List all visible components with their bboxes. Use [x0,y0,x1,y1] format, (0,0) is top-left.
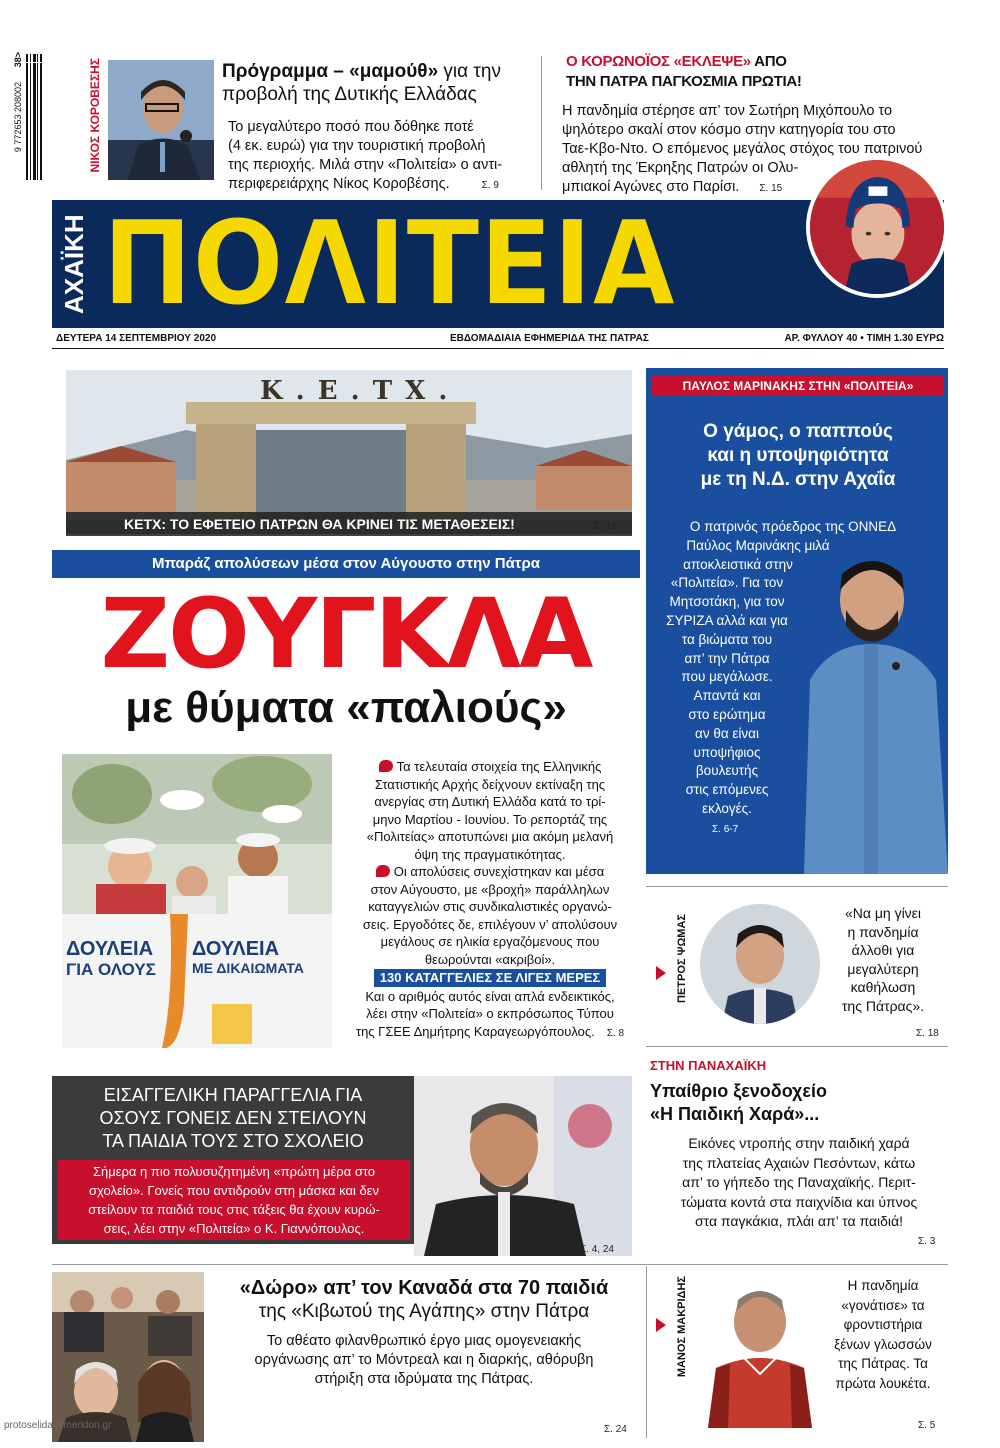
panachaiki-headline-line: Υπαίθριο ξενοδοχείο [650,1081,827,1101]
panachaiki-headline [650,1080,946,1126]
marinakis-body-line: στις επόμενες [685,782,769,798]
marinakis-body-line: Ο πατρινός πρόεδρος της ΟΝΝΕΔ [689,519,897,534]
marinakis-body-line: απ’ την Πάτρα [684,650,770,666]
protest-banner-right: ΔΟΥΛΕΙΑ [192,938,280,960]
school-headline-line: ΤΑ ΠΑΙΔΙΑ ΤΟΥΣ ΣΤΟ ΣΧΟΛΕΙΟ [102,1131,364,1151]
lead-para-line-text: της ΓΣΕΕ Δημήτρης Καραγεωργόπουλος. [355,1023,595,1039]
lead-para-line: Και ο αριθμός αυτός είναι απλά ενδεικτικός, [365,988,615,1004]
marinakis-body-line: ΣΥΡΙΖΑ αλλά και για [666,612,788,628]
michopoulos-body-line: Η πανδημία στέρησε απ’ τον Σωτήρη Μιχόπουλο το [562,103,893,119]
lead-para-line: σεις. Εργοδότες δε, επιλέγουν ν’ απολύσουν [362,916,618,932]
masthead-date: ΔΕΥΤΕΡΑ 14 ΣΕΠΤΕΜΒΡΙΟΥ 2020 [56,333,216,344]
korovesis-page-ref: Σ. 9 [481,180,499,191]
protest-banner-left-2: ΓΙΑ ΟΛΟΥΣ [66,960,156,979]
lead-para-line [342,1023,638,1043]
marinakis-body-line: στο ερώτημα [688,706,766,722]
masthead-side-label: ΑΧΑΪΚΗ [59,214,89,314]
protest-banner-right-2: ΜΕ ΔΙΚΑΙΩΜΑΤΑ [192,960,304,976]
makridis-side-name: ΜΑΝΟΣ ΜΑΚΡΙΔΗΣ [676,1276,688,1378]
marinakis-body-line: «Πολιτεία». Για τον [670,575,784,591]
marinakis-body-line: υποψήφιος [693,744,761,760]
bullet-icon [379,760,393,772]
lead-para-line [342,863,638,881]
psomas-page-ref: Σ. 18 [916,1028,939,1039]
lead-para-line: μεγάλους σε ηλικία εργαζόμενους που [380,934,600,949]
marinakis-body-line: αν θα είναι [695,725,759,741]
psomas-quote-line: καθήλωση [850,979,916,995]
masthead-tagline: ΕΒΔΟΜΑΔΙΑΙΑ ΕΦΗΜΕΡΙΔΑ ΤΗΣ ΠΑΤΡΑΣ [450,333,649,344]
lead-para-line: καταγγελιών στις συνδικαλιστικές οργανώ- [368,899,612,914]
marinakis-kicker: ΠΑΥΛΟΣ ΜΑΡΙΝΑΚΗΣ ΣΤΗΝ «ΠΟΛΙΤΕΙΑ» [652,376,944,396]
korovesis-body-line: της περιοχής. Μιλά στην «Πολιτεία» ο αντι- [228,157,503,173]
marinakis-photo [790,540,948,874]
lead-para-line-text: Οι απολύσεις συνεχίστηκαν και μέσα [393,864,605,879]
marinakis-body-line: Μητσοτάκη, για τον [669,594,785,610]
michopoulos-body-line: Ταε-Κβο-Ντο. Ο επόμενος μεγάλος στόχος του πατρινού [562,141,923,157]
bullet-icon [376,865,390,877]
canada-headline-2: της «Κιβωτού της Αγάπης» στην Πάτρα [258,1301,590,1322]
lead-headline: ΖΟΥΓΚΛΑ [100,578,592,690]
lead-para2 [342,863,638,968]
lead-para-line: στον Αύγουστο, με «βροχή» παράλληλων [370,881,610,897]
marinakis-headline-line: με τη Ν.Δ. στην Αχαΐα [700,469,896,490]
lead-para-line: όψη της πραγματικότητας. [414,846,566,862]
makridis-body-line: ξένων γλωσσών [834,1336,932,1352]
marinakis-body-line: τα βιώματα του [681,631,773,647]
canada-body-line: Το αθέατο φιλανθρωπικό έργο μιας ομογενειακής [266,1333,582,1349]
michopoulos-headline [566,52,986,92]
giannopoulos-photo [414,1076,632,1256]
masthead-rule [52,348,944,349]
school-body-line: στείλουν τα παιδιά τους στις τάξεις θα έχουν κυρώ- [88,1202,380,1217]
school-body-line: σχολείο». Γονείς που αντιδρούν στη μάσκα και δεν [88,1183,380,1198]
canada-photo [52,1272,204,1442]
makridis-body-line: Η πανδημία [847,1278,919,1293]
barcode-issue: 38> [13,52,23,68]
canada-page-ref: Σ. 24 [604,1424,627,1435]
michopoulos-body-line: μπιακοί Αγώνες στο Παρίσι. [562,179,740,195]
school-body [58,1162,410,1238]
korovesis-body [228,118,538,195]
psomas-photo [700,904,820,1024]
panachaiki-body [650,1134,948,1232]
masthead-issue-info: ΑΡ. ΦΥΛΛΟΥ 40 • ΤΙΜΗ 1.30 ΕΥΡΩ [784,333,944,344]
makridis-body-line: «γονάτισε» τα [841,1297,925,1313]
makridis-divider [646,1266,647,1438]
makridis-body-line: φροντιστήρια [843,1317,923,1332]
school-page-ref: Σ. 4, 24 [580,1244,614,1255]
makridis-body-line: της Πάτρας. Τα [838,1356,928,1371]
michopoulos-headline-black-2: ΤΗΝ ΠΑΤΡΑ ΠΑΓΚΟΣΜΙΑ ΠΡΩΤΙΑ! [566,73,802,90]
korovesis-body-line: (4 εκ. ευρώ) για την τουριστική προβολή [228,138,486,154]
panachaiki-kicker: ΣΤΗΝ ΠΑΝΑΧΑΪΚΗ [650,1058,767,1073]
lead-para1 [342,758,638,863]
school-headline [52,1084,414,1153]
makridis-page-ref: Σ. 5 [918,1420,936,1431]
ketx-sign: Κ . Ε . Τ Χ . [260,376,450,406]
michopoulos-body-line: ψηλότερο σκαλί στον κόσμο στην κατηγορία του στο [562,122,896,138]
lead-para-line: «Πολιτείας» αποτυπώνει μια ακόμη μελανή [366,829,614,844]
marinakis-body-line: Παύλος Μαρινάκης μιλά [686,537,830,553]
lead-para-line: ανεργίας στη Δυτική Ελλάδα κατά το τρί- [374,794,606,809]
lead-para-line: Στατιστικής Αρχής δείχνουν εκτίναξη της [374,776,606,792]
psomas-quote-line: η πανδημία [847,923,919,940]
lead-para-line: λέει στην «Πολιτεία» ο εκπρόσωπος Τύπου [366,1006,614,1021]
psomas-top-rule [646,886,948,887]
marinakis-body-line: αποκλειστικά στην [683,556,793,572]
protest-photo [62,754,332,1048]
michopoulos-page-ref: Σ. 15 [759,183,783,194]
makridis-body [820,1276,946,1393]
school-body-line: Σήμερα η πιο πολυσυζητημένη «πρώτη μέρα στο [92,1164,376,1179]
lead-subhead: με θύματα «παλιούς» [125,683,567,732]
psomas-quote [824,904,942,1015]
korovesis-body-line: περιφερειάρχης Νίκος Κοροβέσης. [228,176,450,192]
canada-body-line: στήριξη στα ιδρύματα της Πάτρας. [314,1371,534,1387]
masthead-title: ΠΟΛΙΤΕΙΑ [102,194,675,332]
marinakis-headline-line: και η υποψηφιότητα [707,445,889,466]
panachaiki-headline-line: «Η Παιδική Χαρά»... [650,1104,820,1124]
ketx-caption: ΚΕΤΧ: ΤΟ ΕΦΕΤΕΙΟ ΠΑΤΡΩΝ ΘΑ ΚΡΙΝΕΙ ΤΙΣ ΜΕΤΑΘΕΣΕΙΣ! [124,516,515,532]
lead-kicker: Μπαράζ απολύσεων μέσα στον Αύγουστο στην Πάτρα [151,555,540,572]
psomas-arrow-icon [656,966,666,980]
canada-top-rule [52,1264,948,1265]
school-headline-line: ΟΣΟΥΣ ΓΟΝΕΙΣ ΔΕΝ ΣΤΕΙΛΟΥΝ [99,1108,367,1128]
korovesis-headline-bold: Πρόγραμμα – «μαμούθ» [222,61,439,82]
korovesis-headline-rest-2: προβολή της Δυτικής Ελλάδας [222,84,477,105]
marinakis-body-line: εκλογές. [702,800,752,816]
korovesis-body-line [228,175,538,195]
lead-body [342,758,638,1042]
michopoulos-headline-red: Ο ΚΟΡΩΝΟΪΟΣ «ΕΚΛΕΨΕ» [566,53,751,70]
canada-headline-1: «Δώρο» απ’ τον Καναδά στα 70 παιδιά [239,1277,609,1299]
psomas-quote-line: άλλοθι για [851,942,915,958]
psomas-bottom-rule [646,1046,948,1047]
panachaiki-body-line: τώματα κοντά στα παιχνίδια και ύπνος [680,1193,918,1210]
barcode-number: 9 772653 208002 [13,82,23,153]
lead-para3 [342,988,638,1043]
top-divider [541,56,542,190]
michopoulos-body-line: αθλητή της Έκρηξης Πατρών οι Ολυ- [562,160,799,176]
marinakis-body [648,518,897,819]
psomas-quote-line: μεγαλύτερη [847,960,919,977]
canada-body-line: οργάνωσης απ’ το Μόντρεαλ και η διαρκής, αθόρυβη [254,1352,594,1368]
watermark: protoselidaefimeridon.gr [4,1420,112,1431]
lead-para-line [342,758,638,776]
canada-body [206,1332,642,1389]
korovesis-headline-rest-1: για την [443,61,501,82]
protest-banner-left: ΔΟΥΛΕΙΑ [66,938,154,960]
psomas-side-name: ΠΕΤΡΟΣ ΨΩΜΑΣ [676,914,688,1003]
ketx-page-ref: Σ. 16 [594,521,617,532]
school-body-line: σεις, λέει στην «Πολιτεία» ο Κ. Γιαννόπουλος. [103,1221,365,1236]
korovesis-photo [108,60,214,180]
makridis-photo [700,1278,820,1428]
panachaiki-body-line: απ’ το γήπεδο της Παναχαϊκής. Περιτ- [682,1174,916,1190]
michopoulos-headline-black-1: ΑΠΟ [754,53,787,70]
marinakis-headline [652,420,944,492]
marinakis-page-ref: Σ. 6-7 [712,824,739,835]
michopoulos-photo [806,156,948,298]
marinakis-body-line: βουλευτής [695,763,759,779]
lead-highlight: 130 ΚΑΤΑΓΓΕΛΙΕΣ ΣΕ ΛΙΓΕΣ ΜΕΡΕΣ [374,969,606,987]
marinakis-body-line: που μεγάλωσε. [681,669,773,685]
panachaiki-page-ref: Σ. 3 [918,1236,936,1247]
lead-page-ref: Σ. 8 [606,1027,625,1039]
korovesis-headline [222,60,542,106]
psomas-quote-line: «Να μη γίνει [844,905,922,921]
marinakis-headline-line: Ο γάμος, ο παππούς [703,421,893,442]
panachaiki-body-line: Εικόνες ντροπής στην παιδική χαρά [688,1135,910,1151]
korovesis-body-line: Το μεγαλύτερο ποσό που δόθηκε ποτέ [228,119,474,135]
makridis-arrow-icon [656,1318,666,1332]
panachaiki-body-line: της πλατείας Αχαιών Πεσόντων, κάτω [682,1154,916,1171]
korovesis-side-name: ΝΙΚΟΣ ΚΟΡΟΒΕΣΗΣ [88,58,102,173]
school-headline-line: ΕΙΣΑΓΓΕΛΙΚΗ ΠΑΡΑΓΓΕΛΙΑ ΓΙΑ [103,1085,363,1105]
panachaiki-body-line: στα παγκάκια, πλάι απ’ τα παιδιά! [694,1213,904,1229]
lead-para-line-text: Τα τελευταία στοιχεία της Ελληνικής [396,759,602,774]
lead-para-line: μηνο Μαρτίου - Ιουνίου. Το ρεπορτάζ της [372,811,608,827]
lead-para-line: θεωρούνται «ακριβοί». [424,951,556,967]
marinakis-body-line: Απαντά και [693,688,761,704]
psomas-quote-line: της Πάτρας». [841,997,925,1014]
makridis-body-line: πρώτα λουκέτα. [835,1375,931,1391]
